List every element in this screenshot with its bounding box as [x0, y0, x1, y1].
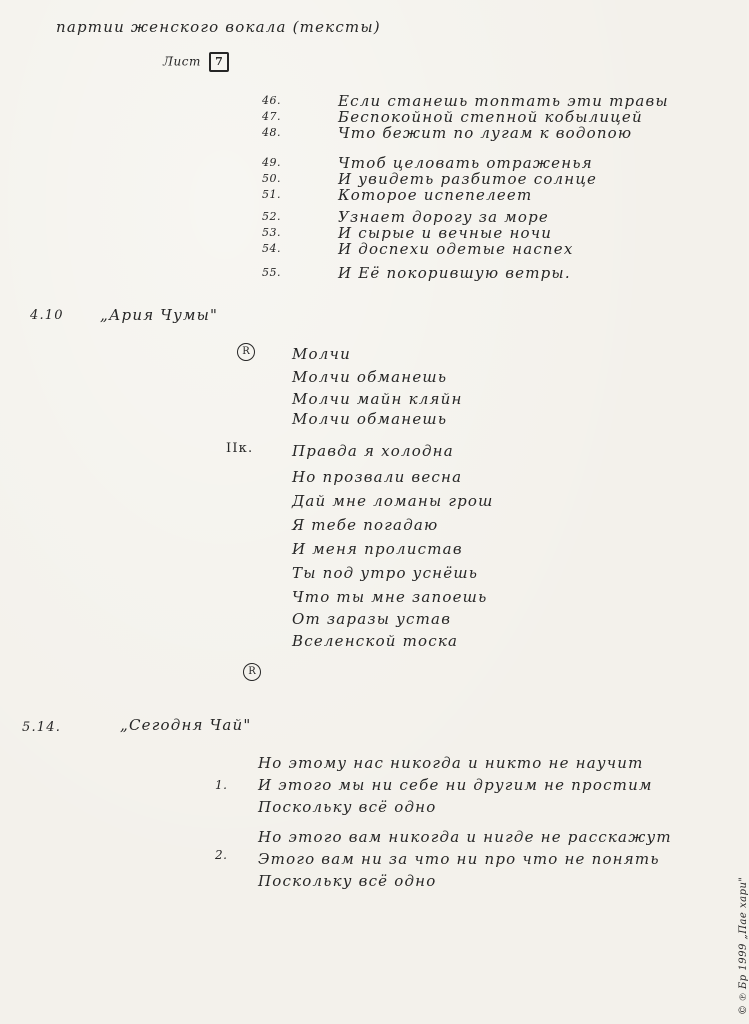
lyric-line: Молчи обманешь [292, 410, 448, 428]
sheet-indicator [163, 52, 229, 72]
line-number: 55. [262, 266, 281, 279]
section-title: „Сегодня Чай" [120, 716, 252, 734]
lyric-line: Вселенской тоска [292, 632, 459, 650]
lyric-line: И этого мы ни себе ни другим не простим [258, 776, 653, 794]
lyric-line: Которое испепелеет [338, 186, 533, 204]
lyric-line: И сырые и вечные ночи [338, 224, 553, 242]
refrain-mark: R [237, 343, 255, 361]
lyric-line: Что бежит по лугам к водопою [338, 124, 633, 142]
lyric-line: Дай мне ломаны грош [292, 492, 494, 510]
lyric-line: И меня пролистав [292, 540, 463, 558]
lyric-line: Узнает дорогу за море [338, 208, 549, 226]
lyric-line: Но этому нас никогда и никто не научит [258, 754, 644, 772]
lyric-line: Поскольку всё одно [258, 872, 437, 890]
line-number: 49. [262, 156, 281, 169]
section-number: 5.14. [22, 720, 62, 735]
line-number: 51. [262, 188, 281, 201]
lyric-line: Я тебе погадаю [292, 516, 439, 534]
sheet-number-box: 7 [209, 52, 229, 72]
line-number: 47. [262, 110, 281, 123]
lyric-line: И доспехи одетые наспех [338, 240, 574, 258]
refrain-end-mark: R [243, 663, 261, 681]
line-number: 53. [262, 226, 281, 239]
line-number: 54. [262, 242, 281, 255]
lyric-line: Если станешь топтать эти травы [338, 92, 669, 110]
lyric-line: Но этого вам никогда и нигде не расскажут [258, 828, 672, 846]
verse-label: IIк. [226, 441, 254, 456]
lyric-line: И Её покорившую ветры. [338, 264, 571, 282]
lyric-line: От заразы устав [292, 610, 452, 628]
page-title: партии женского вокала (тексты) [56, 18, 381, 36]
line-number: 46. [262, 94, 281, 107]
lyric-line: Молчи обманешь [292, 368, 448, 386]
lyric-line: Что ты мне запоешь [292, 588, 488, 606]
lyric-line: Этого вам ни за что ни про что не понять [258, 850, 660, 868]
lyric-line: Молчи майн кляйн [292, 390, 463, 408]
sheet-label: Лист [163, 54, 201, 69]
copyright-note: © ℗ Бр 1999 „Пае хари" [738, 876, 749, 1015]
lyric-line: Но прозвали весна [292, 468, 463, 486]
lyric-line: Чтоб целовать отраженья [338, 154, 593, 172]
lyric-line: Правда я холодна [292, 442, 454, 460]
lyric-line: Беспокойной степной кобылицей [338, 108, 643, 126]
lyric-line: Молчи [292, 345, 351, 363]
verse-number: 1. [215, 778, 228, 792]
section-number: 4.10 [30, 308, 64, 323]
verse-number: 2. [215, 848, 228, 862]
line-number: 48. [262, 126, 281, 139]
line-number: 50. [262, 172, 281, 185]
section-title: „Ария Чумы" [100, 306, 219, 324]
lyric-line: Поскольку всё одно [258, 798, 437, 816]
line-number: 52. [262, 210, 281, 223]
lyric-line: И увидеть разбитое солнце [338, 170, 598, 188]
lyric-line: Ты под утро уснёшь [292, 564, 479, 582]
